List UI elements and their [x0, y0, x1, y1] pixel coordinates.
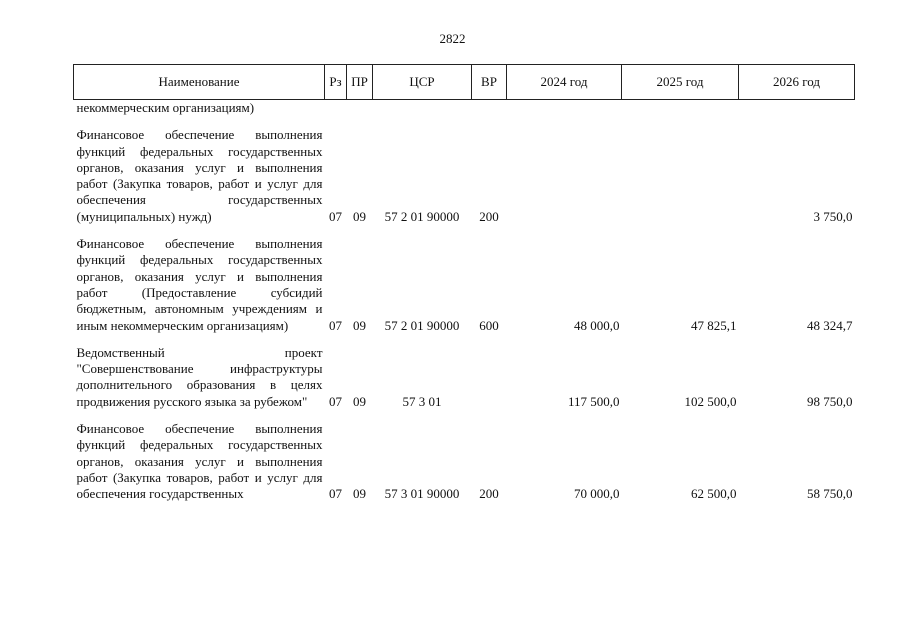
row-2026: 48 324,7 — [807, 317, 853, 333]
row-csr: 57 3 01 — [402, 393, 442, 409]
row-pr — [347, 100, 373, 117]
header-2025: 2025 год — [622, 65, 739, 100]
row-rz: 07 — [329, 393, 342, 409]
table-row — [74, 345, 855, 410]
row-name: Финансовое обеспечение выполнения функций федеральных государственных органов, оказания услуг и выполнения работ (Предоставление субсидий бюджетным, автономным учреждениям и иным некоммерческим организациям) — [76, 236, 323, 333]
table-row — [74, 127, 855, 225]
row-2024 — [507, 100, 622, 117]
header-csr: ЦСР — [373, 65, 472, 100]
row-name: Финансовое обеспечение выполнения функций федеральных государственных органов, оказания услуг и выполнения работ (Закупка товаров, работ и услуг для обеспечения государственных (муниципальных) нужд) — [76, 127, 323, 224]
table-body — [74, 100, 855, 503]
row-gap — [74, 410, 855, 421]
page-number: 2822 — [439, 31, 466, 46]
header-rz: Рз — [325, 65, 347, 100]
row-2024: 117 500,0 — [567, 393, 620, 409]
row-pr: 09 — [353, 393, 366, 409]
row-vr — [472, 345, 507, 410]
row-2026: 58 750,0 — [807, 486, 853, 502]
header-2026: 2026 год — [739, 65, 855, 100]
row-2024: 70 000,0 — [574, 486, 620, 502]
row-gap — [74, 225, 855, 236]
row-csr: 57 3 01 90000 — [384, 486, 460, 502]
row-gap — [74, 334, 855, 345]
row-2025 — [622, 127, 739, 225]
header-vr: ВР — [472, 65, 507, 100]
row-rz: 07 — [329, 317, 342, 333]
row-2025: 47 825,1 — [691, 317, 737, 333]
table-row — [74, 100, 855, 117]
row-csr — [373, 100, 472, 117]
row-csr: 57 2 01 90000 — [384, 317, 460, 333]
row-pr: 09 — [353, 486, 366, 502]
header-pr: ПР — [347, 65, 373, 100]
header-row — [74, 65, 855, 100]
row-vr: 200 — [479, 486, 499, 502]
row-2025: 102 500,0 — [684, 393, 737, 409]
table-header — [74, 65, 855, 100]
row-name: Ведомственный проект "Совершенствование инфраструктуры дополнительного образования в целях продвижения русского языка за рубежом" — [76, 344, 323, 409]
row-name: Финансовое обеспечение выполнения функций федеральных государственных органов, оказания услуг и выполнения работ (Закупка товаров, работ и услуг для обеспечения государственных — [76, 421, 323, 502]
row-vr: 600 — [479, 317, 499, 333]
row-2024 — [507, 127, 622, 225]
row-rz — [325, 100, 347, 117]
row-vr: 200 — [479, 208, 499, 224]
row-rz: 07 — [329, 486, 342, 502]
header-name: Наименование — [74, 65, 325, 100]
row-2025 — [622, 100, 739, 117]
row-2024: 48 000,0 — [574, 317, 620, 333]
table-row — [74, 236, 855, 334]
header-2024: 2024 год — [507, 65, 622, 100]
row-2026 — [739, 100, 855, 117]
row-csr: 57 2 01 90000 — [384, 208, 460, 224]
row-vr — [472, 100, 507, 117]
row-rz: 07 — [329, 208, 342, 224]
row-2025: 62 500,0 — [691, 486, 737, 502]
row-pr: 09 — [353, 208, 366, 224]
row-2026: 98 750,0 — [807, 393, 853, 409]
budget-table — [73, 64, 855, 503]
row-pr: 09 — [353, 317, 366, 333]
row-name: некоммерческим организациям) — [76, 100, 255, 115]
table-row — [74, 421, 855, 502]
row-2026: 3 750,0 — [813, 208, 853, 224]
row-gap — [74, 116, 855, 127]
